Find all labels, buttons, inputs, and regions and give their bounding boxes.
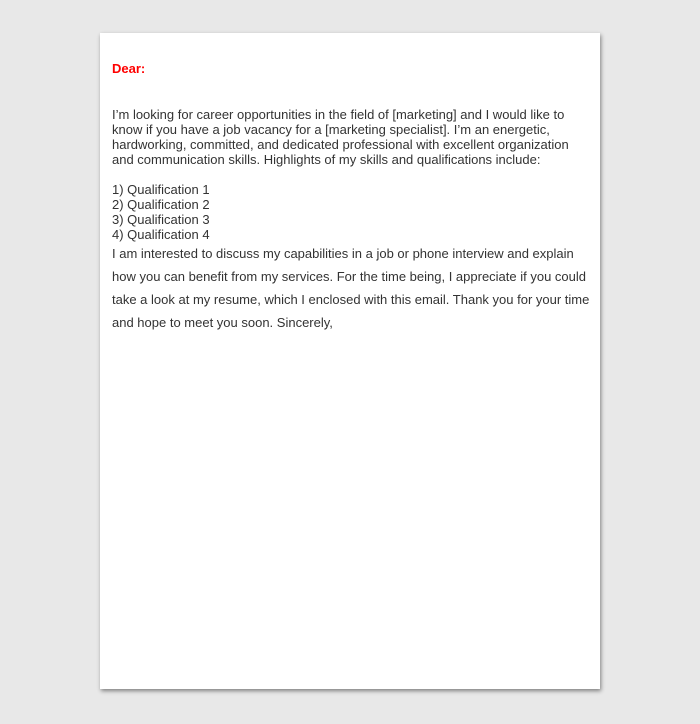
qualifications-list (112, 182, 592, 242)
list-item: 3) Qualification 3 (112, 212, 210, 227)
list-item: 2) Qualification 2 (112, 197, 210, 212)
closing-paragraph: I am interested to discuss my capabilities in a job or phone interview and explain how you can benefit from my services. For the time being, I appreciate if you could take a look at my resume, which I enclosed with this email. Thank you for your time and hope to meet you soon. Sincerely, (112, 246, 590, 330)
greeting: Dear: (112, 61, 146, 76)
list-item: 1) Qualification 1 (112, 182, 210, 197)
intro-paragraph: I’m looking for career opportunities in the field of [marketing] and I would like to know if you have a job vacancy for a [marketing specialist]. I’m an energetic, hardworking, committed, and dedicated professional with excellent organization and communication skills. Highlights of my skills and qualifications include: (112, 107, 569, 167)
list-item: 4) Qualification 4 (112, 227, 210, 242)
letter-page (100, 33, 600, 689)
